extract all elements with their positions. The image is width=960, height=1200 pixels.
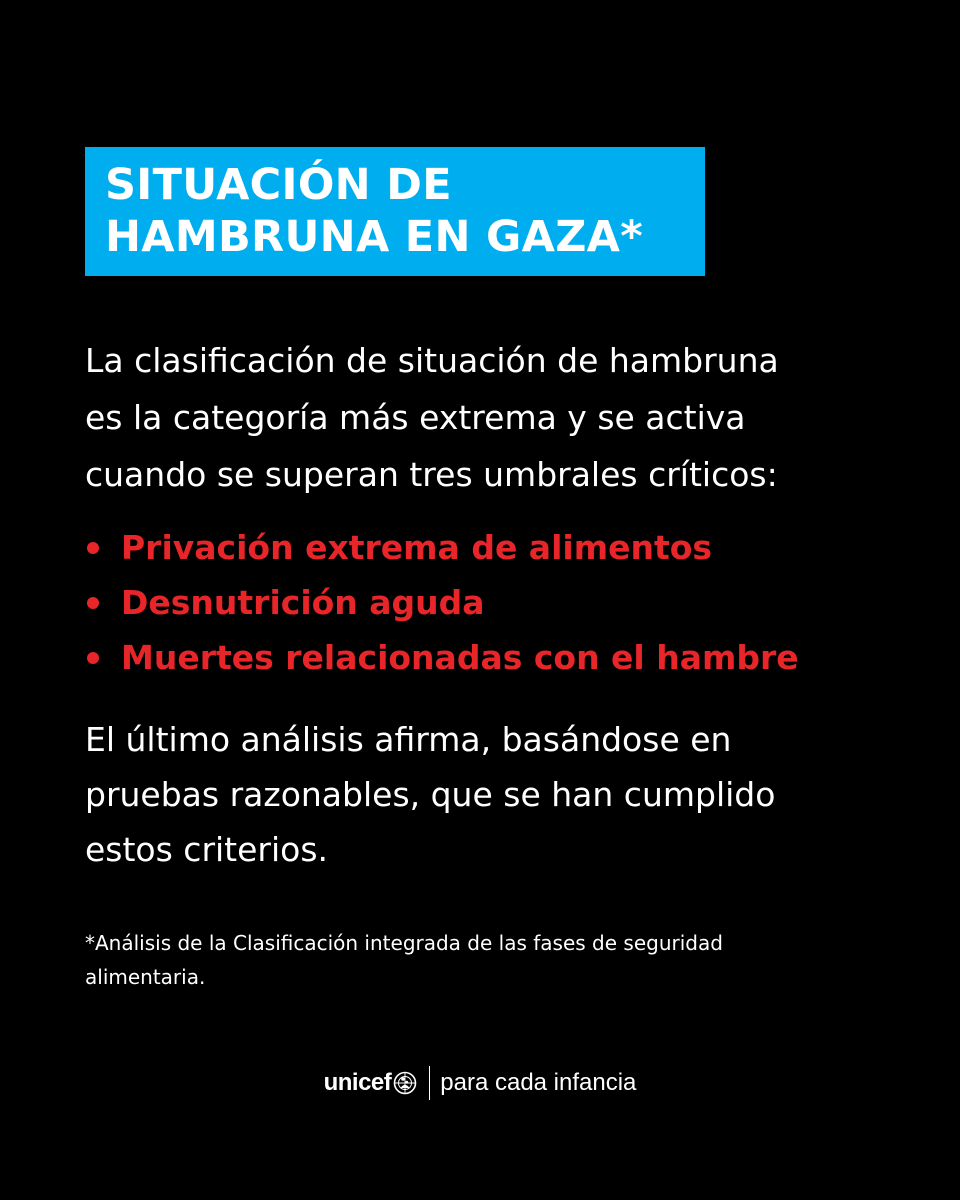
unicef-emblem-icon <box>393 1071 417 1095</box>
bullet-icon <box>87 597 99 609</box>
conclusion-line: pruebas razonables, que se han cumplido <box>85 775 776 814</box>
conclusion-line: estos criterios. <box>85 830 329 869</box>
footer-branding <box>0 1063 960 1103</box>
bullet-icon <box>87 652 99 664</box>
title-line-2: HAMBRUNA EN GAZA* <box>105 212 644 262</box>
intro-line: La clasificación de situación de hambruna <box>85 341 779 380</box>
criteria-item <box>85 520 905 575</box>
criteria-item <box>85 630 905 685</box>
footnote-line: alimentaria. <box>85 965 206 989</box>
criteria-list <box>85 520 905 685</box>
logo-divider <box>429 1066 430 1100</box>
intro-line: es la categoría más extrema y se activa <box>85 398 746 437</box>
criteria-item-label: Privación extrema de alimentos <box>121 528 713 567</box>
criteria-item <box>85 575 905 630</box>
conclusion-line: El último análisis afirma, basándose en <box>85 720 732 759</box>
intro-line: cuando se superan tres umbrales críticos: <box>85 455 778 494</box>
footnote <box>85 926 905 994</box>
bullet-icon <box>87 542 99 554</box>
conclusion-paragraph <box>85 712 905 877</box>
title-line-1: SITUACIÓN DE <box>105 160 452 210</box>
criteria-item-label: Muertes relacionadas con el hambre <box>121 638 799 677</box>
logo-wordmark: unicef <box>323 1069 392 1096</box>
intro-paragraph <box>85 332 885 503</box>
footnote-line: *Análisis de la Clasificación integrada de las fases de seguridad <box>85 931 723 955</box>
title-banner <box>85 147 705 276</box>
unicef-logo <box>324 1069 418 1097</box>
criteria-item-label: Desnutrición aguda <box>121 583 485 622</box>
tagline: para cada infancia <box>440 1069 637 1096</box>
